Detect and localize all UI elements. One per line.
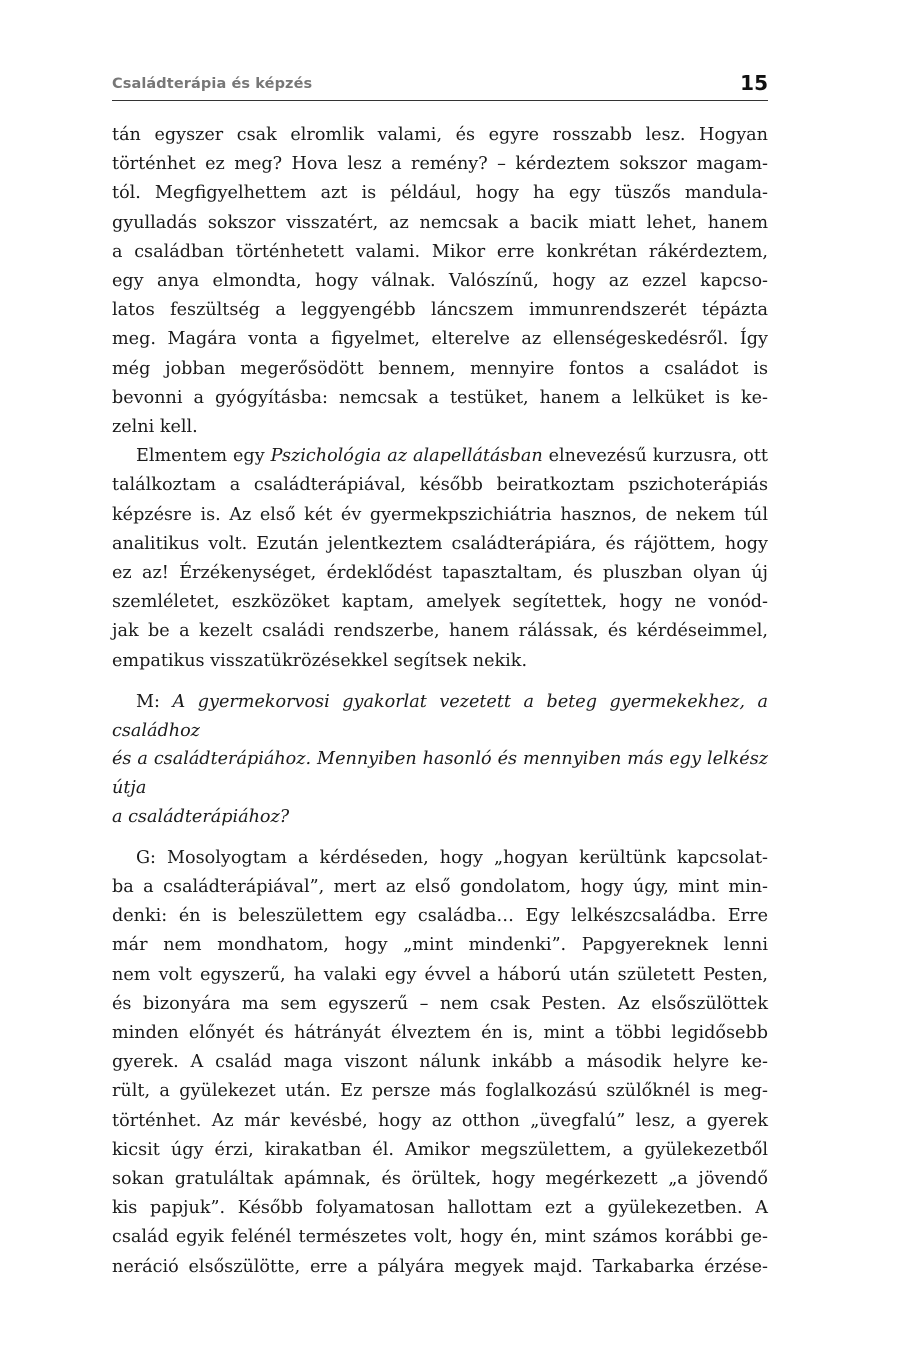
text-line — [112, 688, 768, 746]
text-line: tól. Megfigyelhettem azt is például, hogy ha egy tüszős mandula- — [112, 183, 768, 204]
course-title: Pszichológia az alapellátásban — [270, 446, 543, 467]
text-line: tán egyszer csak elromlik valami, és egyre rosszabb lesz. Hogyan — [112, 125, 768, 145]
main-text — [112, 121, 768, 1282]
interview-question — [112, 688, 768, 832]
text-line: még jobban megerősödött bennem, mennyire fontos a családot is — [112, 358, 768, 379]
running-title: Családterápia és képzés — [112, 76, 313, 92]
text-line: ez az! Érzékenységet, érdeklődést tapasztaltam, és pluszban olyan új — [112, 563, 768, 584]
text-line: meg. Magára vonta a figyelmet, elterelve az ellenségeskedésről. Így — [112, 329, 768, 350]
question-text: a családterápiához? — [112, 807, 290, 828]
text-line — [112, 745, 768, 803]
text-line: szemléletet, eszközöket kaptam, amelyek segítettek, hogy ne vonód- — [112, 592, 768, 613]
text-line: találkoztam a családterápiával, később beiratkoztam pszichoterápiás — [112, 475, 768, 496]
text-line: bevonni a gyógyításba: nemcsak a testüket, hanem a lelküket is ke- — [112, 387, 768, 408]
paragraph-1 — [112, 121, 768, 442]
text-run: elnevezésű kurzusra, ott — [542, 446, 768, 467]
question-text: és a családterápiához. Mennyiben hasonló és mennyiben más egy lelkész útja — [112, 749, 768, 799]
speaker-label: M: — [136, 691, 160, 712]
text-line: képzésre is. Az első két év gyermekpszichiátria hasznos, de nekem túl — [112, 504, 768, 525]
text-run: Elmentem egy — [136, 446, 271, 467]
text-line: kis papjuk”. Később folyamatosan hallottam ezt a gyülekezetben. A — [112, 1198, 768, 1219]
running-header — [112, 70, 768, 101]
text-line: és bizonyára ma sem egyszerű – nem csak Pesten. Az elsőszülöttek — [112, 993, 768, 1014]
text-line: történhet. Az már kevésbé, hogy az otthon „üvegfalú” lesz, a gyerek — [112, 1110, 768, 1131]
text-line: latos feszültség a leggyengébb láncszem immunrendszerét tépázta — [112, 300, 768, 321]
text-line: nem volt egyszerű, ha valaki egy évvel a háború után született Pesten, — [112, 964, 768, 985]
text-line — [112, 803, 768, 832]
text-line: gyerek. A család maga viszont nálunk inkább a második helyre ke- — [112, 1052, 768, 1073]
text-line: ba a családterápiával”, mert az első gondolatom, hogy úgy, mint min- — [112, 877, 768, 898]
text-line: rült, a gyülekezet után. Ez persze más foglalkozású szülőknél is meg- — [112, 1081, 768, 1102]
text-line: gyulladás sokszor visszatért, az nemcsak a bacik miatt lehet, hanem — [112, 212, 768, 233]
text-line: már nem mondhatom, hogy „mint mindenki”. Papgyereknek lenni — [112, 935, 768, 956]
text-line: történhet ez meg? Hova lesz a remény? – kérdeztem sokszor magam- — [112, 154, 768, 175]
text-line — [112, 442, 768, 471]
text-line: analitikus volt. Ezután jelentkeztem családterápiára, és rájöttem, hogy — [112, 533, 768, 554]
interview-answer — [112, 844, 768, 1282]
text-line: egy anya elmondta, hogy válnak. Valószínű, hogy az ezzel kapcso- — [112, 271, 768, 292]
text-line: minden előnyét és hátrányát élveztem én is, mint a többi legidősebb — [112, 1023, 768, 1044]
text-line: jak be a kezelt családi rendszerbe, hanem rálássak, és kérdéseimmel, — [112, 621, 768, 642]
text-line: család egyik felénél természetes volt, hogy én, mint számos korábbi ge- — [112, 1227, 768, 1248]
text-line: denki: én is beleszülettem egy családba… Egy lelkészcsaládba. Erre — [112, 906, 768, 927]
text-line: G: Mosolyogtam a kérdéseden, hogy „hogyan kerültünk kapcsolat- — [136, 847, 768, 868]
text-line: sokan gratuláltak apámnak, és örültek, hogy megérkezett „a jövendő — [112, 1169, 768, 1190]
paragraph-2 — [112, 442, 768, 676]
text-line: kicsit úgy érzi, kirakatban él. Amikor megszülettem, a gyülekezetből — [112, 1139, 768, 1160]
page-number: 15 — [740, 71, 768, 95]
text-line: a családban történhetett valami. Mikor erre konkrétan rákérdeztem, — [112, 241, 768, 262]
text-line: empatikus visszatükrözésekkel segítsek nekik. — [112, 650, 528, 671]
text-line: zelni kell. — [112, 417, 198, 438]
question-text: A gyermekorvosi gyakorlat vezetett a beteg gyermekekhez, a családhoz — [112, 691, 768, 741]
text-line: neráció elsőszülötte, erre a pályára megyek majd. Tarkabarka érzése- — [112, 1256, 768, 1277]
